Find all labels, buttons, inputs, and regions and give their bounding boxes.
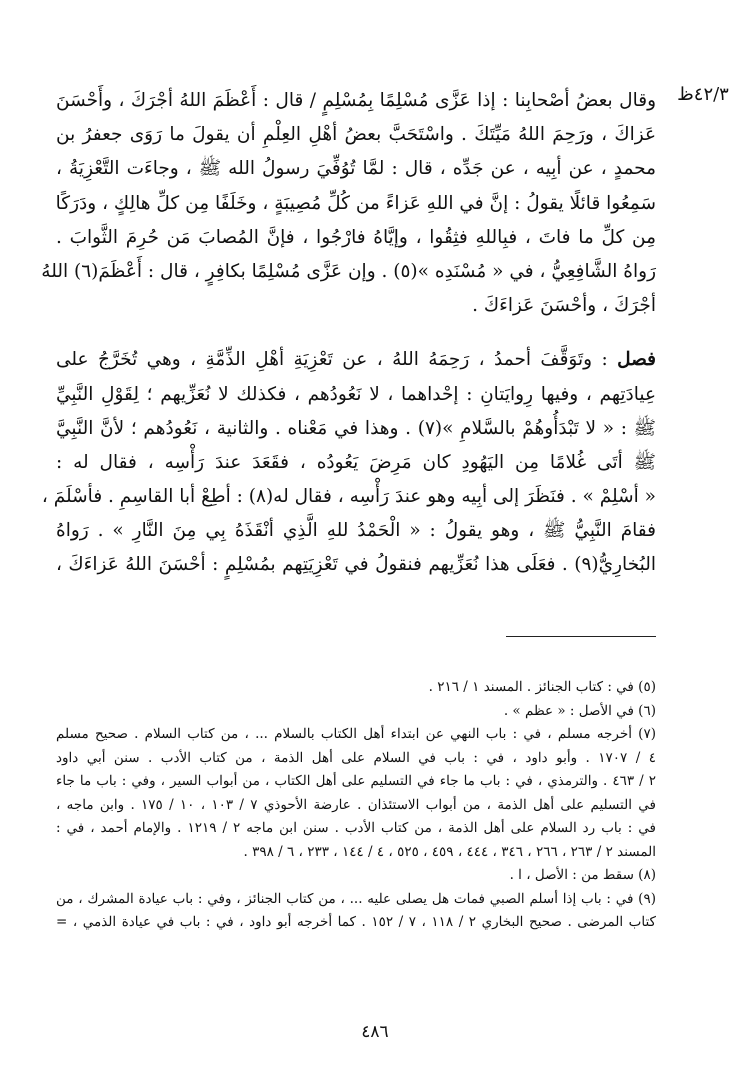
main-line: مِن كلِّ ما فاتَ ، فبِاللهِ فثِقُوا ، وإيَّاهُ فارْجُوا ، فإنَّ المُصابَ مَن حُرِمَ الثَّوابَ . [56,226,656,248]
main-line: محمدٍ ، عن أبِيه ، عن جَدِّه ، قال : لمَّا تُوُفِّيَ رسولُ الله ﷺ ، وجاءَت التَّعْزِيَةُ ، [56,158,656,180]
fasl-line: البُخارِيُّ(٩) . فعَلَى هذا نُعَزِّيهم فنقولُ في تَعْزِيَتِهم بمُسْلِمٍ : أحْسَنَ اللهُ عَزاءَكَ ، [56,554,656,576]
footnote-line: (٩) في : باب إذا أسلم الصبي فمات هل يصلى عليه ... ، من كتاب الجنائز ، وفي : باب عيادة المشرك ، من [56,890,656,907]
main-line: رَواهُ الشَّافِعِيُّ ، في « مُسْنَدِه »(٥) . وإن عَزَّى مُسْلِمًا بكافِرٍ ، قال : أَعْظَمَ(٦) اللهُ [41,260,656,282]
footnote-line: في : باب رد السلام على أهل الذمة ، من كتاب الأدب . سنن ابن ماجه ٢ / ١٢١٩ . والإمام أحمد ، في : [56,820,656,836]
footnote-line: (٦) في الأصل : « عظم » . [503,702,656,719]
main-line: أجْرَكَ ، وأحْسَنَ عَزاءَكَ . [472,295,656,317]
footnote-line: في التسليم على أهل الذمة ، من أبواب الاستئذان . عارضة الأحوذي ٧ / ١٠٣ ، ١٠ / ١٧٥ . وابن ماجه ، [56,796,656,813]
paragraph-gap [56,323,656,343]
footnote-line: كتاب المرضى . صحيح البخاري ٢ / ١١٨ ، ٧ / ١٥٢ . كما أخرجه أبو داود ، في : باب في عيادة الذمي ، = [56,914,656,930]
fasl-line: ﷺ : « لا تَبْدَأُوهُمْ بالسَّلامِ »(٧) . وهذا في مَعْناه . والثانية ، نَعُودُهم ؛ لأنَّ النَّبِيَّ [56,417,656,439]
footnote-line: (٥) في : كتاب الجنائز . المسند ١ / ٢١٦ . [428,679,656,695]
footnote-line: المسند ٢ / ٢٦٣ ، ٢٦٦ ، ٣٤٦ ، ٤٤٤ ، ٤٥٩ ، ٥٢٥ ، ٤ / ١٤٤ ، ٢٣٣ ، ٦ / ٣٩٨ . [243,843,656,860]
footnote-separator [506,636,656,637]
page-number: ٤٨٦ [361,1022,389,1042]
footnotes-section [56,676,656,935]
fasl-heading: فصل [617,349,656,371]
footnote-line: ٤ / ١٧٠٧ . وأبو داود ، في : باب في السلام على أهل الذمة ، من كتاب الأدب . سنن أبي داود [56,749,656,766]
fasl-first-line [56,343,656,377]
main-text-body [41,84,656,583]
footnote-line: ٢ / ٤٦٣ . والترمذي ، في : باب ما جاء في التسليم على أهل الكتاب ، من أبواب السير ، وفي : باب ما جاء [56,773,656,789]
footnote-line: (٨) سقط من : الأصل ، ا . [509,867,656,883]
footnote-line: (٧) أخرجه مسلم ، في : باب النهي عن ابتداء أهل الكتاب بالسلام ... ، من كتاب السلام . صحيح مسلم [56,726,656,742]
fasl-line: فقامَ النَّبِيُّ ﷺ ، وهو يقولُ : « الْحَمْدُ للهِ الَّذِي أنْقَذَهُ بِي مِنَ النَّارِ » . رَواهُ [56,520,656,542]
fasl-line: « أسْلِمْ » . فنَظَرَ إلى أبِيه وهو عندَ رَأْسِه ، فقال له(٨) : أطِعْ أبا القاسِمِ . فأسْلَمَ ، [41,486,656,508]
main-line: عَزاكَ ، ورَحِمَ اللهُ مَيِّتَكَ . واسْتَحَبَّ بعضُ أهْلِ العِلْمِ أن يقولَ ما رَوَى جعفرُ بن [56,124,656,146]
fasl-line-text: : وتَوَقَّفَ أحمدُ ، رَحِمَهُ اللهُ ، عن تَعْزِيَةِ أهْلِ الذِّمَّةِ ، وهي تُخَرَّجُ على [56,349,608,371]
main-line: وقال بعضُ أصْحابِنا : إذا عَزَّى مُسْلِمًا بِمُسْلِمٍ / قال : أَعْظَمَ اللهُ أجْرَكَ ، وأَحْسَنَ [56,90,656,111]
fasl-line: ﷺ أتَى غُلامًا مِن اليَهُودِ كان مَرِضَ يَعُودُه ، فقَعَدَ عندَ رَأْسِه ، فقال له : [56,451,656,473]
main-line: سَمِعُوا قائلًا يقولُ : إنَّ في اللهِ عَزاءً من كُلِّ مُصِيبَةٍ ، وخَلَفًا مِن كلِّ هالِكٍ ، ودَرَكًا [55,192,656,214]
margin-manuscript-reference: ٤٢/٣ظ [677,84,729,105]
fasl-line: عِيادَتِهم ، وفيها رِوايَتانِ : إحْداهما ، لا نَعُودُهم ، فكذلك لا نُعَزِّيهم ؛ لِقَوْلِ النَّبِيِّ [56,383,656,405]
